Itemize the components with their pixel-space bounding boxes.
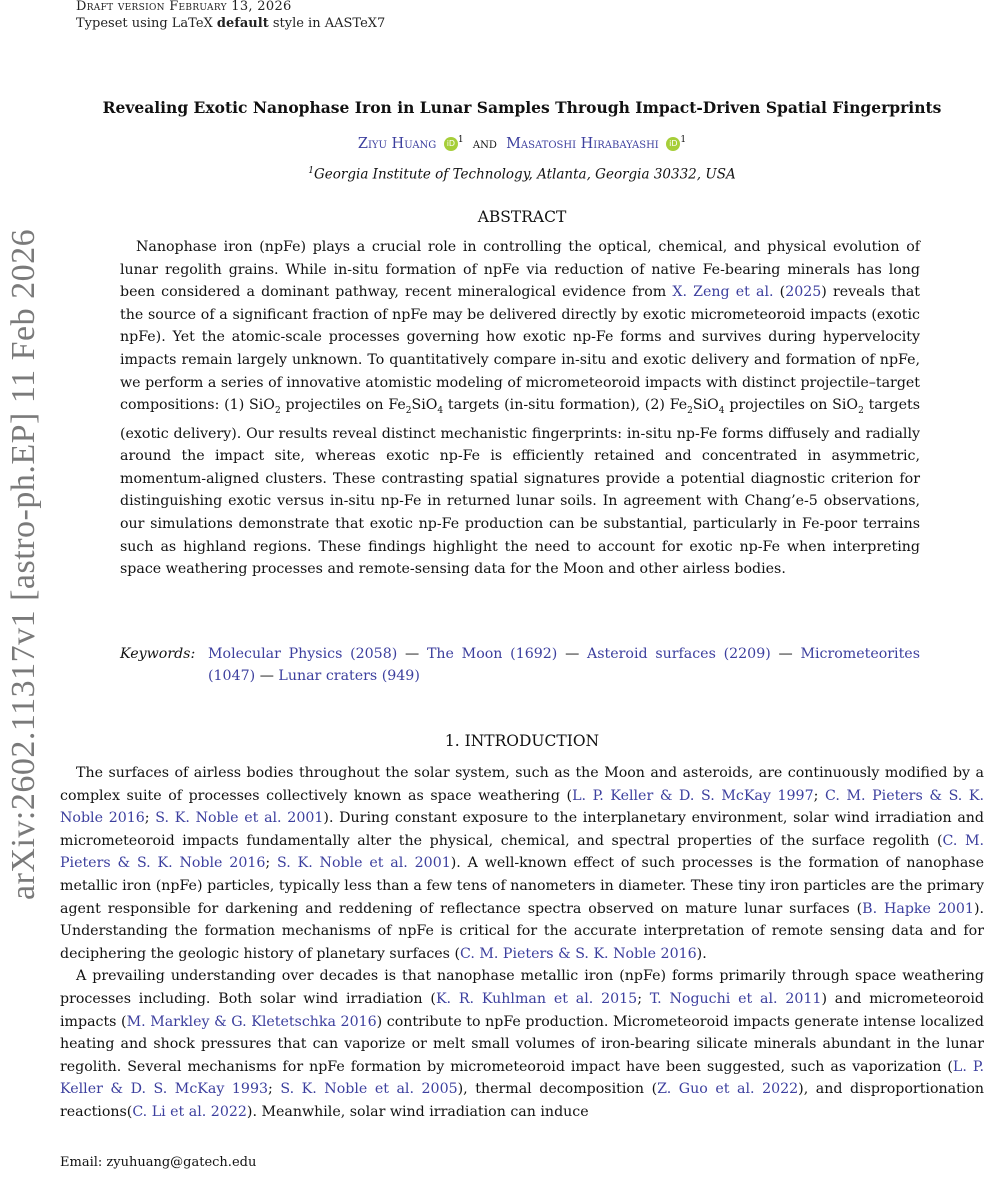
abstract-heading: ABSTRACT [477, 208, 567, 226]
citation-link[interactable]: Z. Guo et al. 2022 [657, 1081, 799, 1098]
citation-link[interactable]: T. Noguchi et al. 2011 [649, 990, 822, 1007]
keyword-link[interactable]: The Moon (1692) [426, 646, 558, 662]
keywords-label: Keywords: [120, 646, 196, 662]
keyword-link[interactable]: Molecular Physics (2058) [208, 646, 398, 662]
citation-link[interactable]: C. M. Pieters & S. K. Noble 2016 [460, 945, 697, 962]
latex-logo: LaTeX [171, 16, 213, 31]
page-header [76, 0, 385, 32]
footnote-email: Email: zyuhuang@gatech.edu [60, 1155, 257, 1170]
orcid-icon[interactable]: iD [666, 137, 680, 151]
citation-link[interactable]: C. M. Pieters & S. K. Noble 2016 [60, 787, 984, 827]
citation-link[interactable]: L. P. Keller & D. S. McKay 1993 [60, 1058, 984, 1098]
citation-link[interactable]: C. Li et al. 2022 [132, 1103, 247, 1120]
typeset-line: Typeset using LaTeX default style in AASTeX7 [76, 16, 386, 31]
paragraph: A prevailing understanding over decades is that nanophase metallic iron (npFe) forms primarily through space weathering processes including. Both solar wind irradiation (K. R. Kuhlman et al. 2015; T. Noguchi et al. 2011) and micrometeoroid impacts (M. Markley & G. Kletetschka 2016) contribute to npFe production. Micrometeoroid impacts generate intense localized heating and shock pressures that can vaporize or melt small volumes of iron-bearing silicate minerals abundant in the lunar regolith. Several mechanisms for npFe formation by micrometeoroid impact have been suggested, such as vaporization (L. P. Keller & D. S. McKay 1993; S. K. Noble et al. 2005), thermal decomposition (Z. Guo et al. 2022), and disproportionation reactions(C. Li et al. 2022). Meanwhile, solar wind irradiation can induce [60, 968, 984, 1120]
paragraph: The surfaces of airless bodies throughout the solar system, such as the Moon and asteroids, are continuously modified by a complex suite of processes collectively known as space weathering (L. P. Keller & D. S. McKay 1997; C. M. Pieters & S. K. Noble 2016; S. K. Noble et al. 2001). During constant exposure to the interplanetary environment, solar wind irradiation and micrometeoroid impacts fundamentally alter the physical, chemical, and spectral properties of the surface regolith (C. M. Pieters & S. K. Noble 2016; S. K. Noble et al. 2001). A well-known effect of such processes is the formation of nanophase metallic iron (npFe) particles, typically less than a few tens of nanometers in diameter. These tiny iron particles are the primary agent responsible for darkening and reddening of reflectance spectra observed on mature lunar surfaces (B. Hapke 2001). Understanding the formation mechanisms of npFe is critical for the accurate interpretation of remote sensing data and for deciphering the geologic history of planetary surfaces (C. M. Pieters & S. K. Noble 2016). [60, 765, 984, 962]
citation-link[interactable]: B. Hapke 2001 [862, 900, 974, 917]
citation-link[interactable]: M. Markley & G. Kletetschka 2016 [126, 1013, 377, 1030]
citation-year-link[interactable]: 2025 [785, 284, 822, 301]
orcid-icon[interactable]: iD [444, 137, 458, 151]
author-list: Ziyu Huang iD $^1$ and Masatoshi Hirabayashi iD $^1$ [357, 135, 687, 152]
author-link-hirabayashi[interactable]: Masatoshi Hirabayashi [506, 135, 659, 152]
keyword-link[interactable]: Micrometeorites (1047) [208, 646, 920, 684]
author-link-huang[interactable]: Ziyu Huang [357, 135, 437, 152]
affiliation: $^1$Georgia Institute of Technology, Atlanta, Georgia 30332, USA [308, 166, 736, 183]
keyword-link[interactable]: Lunar craters (949) [278, 668, 420, 684]
keyword-link[interactable]: Asteroid surfaces (2209) [587, 646, 771, 662]
citation-link[interactable]: S. K. Noble et al. 2001 [277, 855, 451, 872]
author-conjunction: and [472, 135, 497, 152]
arxiv-stamp[interactable]: arXiv:2602.11317v1 [astro-ph.EP] 11 Feb 2026 [5, 228, 42, 900]
paper-title: Revealing Exotic Nanophase Iron in Lunar Samples Through Impact-Driven Spatial Fingerprints [102, 98, 942, 117]
draft-version: Draft version February 13, 2026 [76, 0, 292, 14]
citation-link[interactable]: X. Zeng et al. [672, 284, 774, 301]
citation-link[interactable]: C. M. Pieters & S. K. Noble 2016 [60, 832, 984, 872]
citation-link[interactable]: S. K. Noble et al. 2001 [155, 810, 324, 827]
email-address[interactable]: zyuhuang@gatech.edu [106, 1155, 257, 1170]
keywords-block [120, 643, 920, 687]
abstract-text: Nanophase iron (npFe) plays a crucial role in controlling the optical, chemical, and physical evolution of lunar regolith grains. While in-situ formation of npFe via reduction of native Fe-bearing minerals has long been considered a dominant pathway, recent mineralogical evidence from X. Zeng et al. (2025) reveals that the source of a significant fraction of npFe may be delivered directly by exotic micrometeoroid impacts (exotic npFe). Yet the atomic-scale processes governing how exotic np-Fe forms and survives during hypervelocity impacts remain largely unknown. To quantitatively compare in-situ and exotic delivery and formation of npFe, we perform a series of innovative atomistic modeling of micrometeoroid impacts with distinct projectile–target compositions: (1) SiO$_2$ projectiles on $Fe_2SiO_4$ targets (in-situ formation), (2) $Fe_2SiO_4$ projectiles on SiO$_2$ targets (exotic delivery). Our results reveal distinct mechanistic fingerprints: in-situ np-Fe forms diffusely and radially around the impact site, whereas exotic np-Fe is efficiently retained and concentrated in asymmetric, momentum-aligned clusters. These contrasting spatial signatures provide a potential diagnostic criterion for distinguishing exotic versus in-situ np-Fe in returned lunar soils. In agreement with Chang’e-5 observations, our simulations demonstrate that exotic np-Fe production can be substantial, particularly in Fe-poor terrains such as highland regions. These findings highlight the need to account for exotic np-Fe when interpreting space weathering processes and remote-sensing data for the Moon and other airless bodies. [120, 239, 921, 578]
introduction-body [60, 762, 984, 1124]
citation-link[interactable]: K. R. Kuhlman et al. 2015 [435, 990, 638, 1007]
citation-link[interactable]: S. K. Noble et al. 2005 [280, 1081, 458, 1098]
keyword-list: Molecular Physics (2058) — The Moon (1692) — Asteroid surfaces (2209) — Micrometeorites (1047) — Lunar craters (949) [208, 646, 920, 684]
section-heading-introduction: 1. INTRODUCTION [444, 732, 600, 750]
citation-link[interactable]: L. P. Keller & D. S. McKay 1997 [572, 787, 814, 804]
